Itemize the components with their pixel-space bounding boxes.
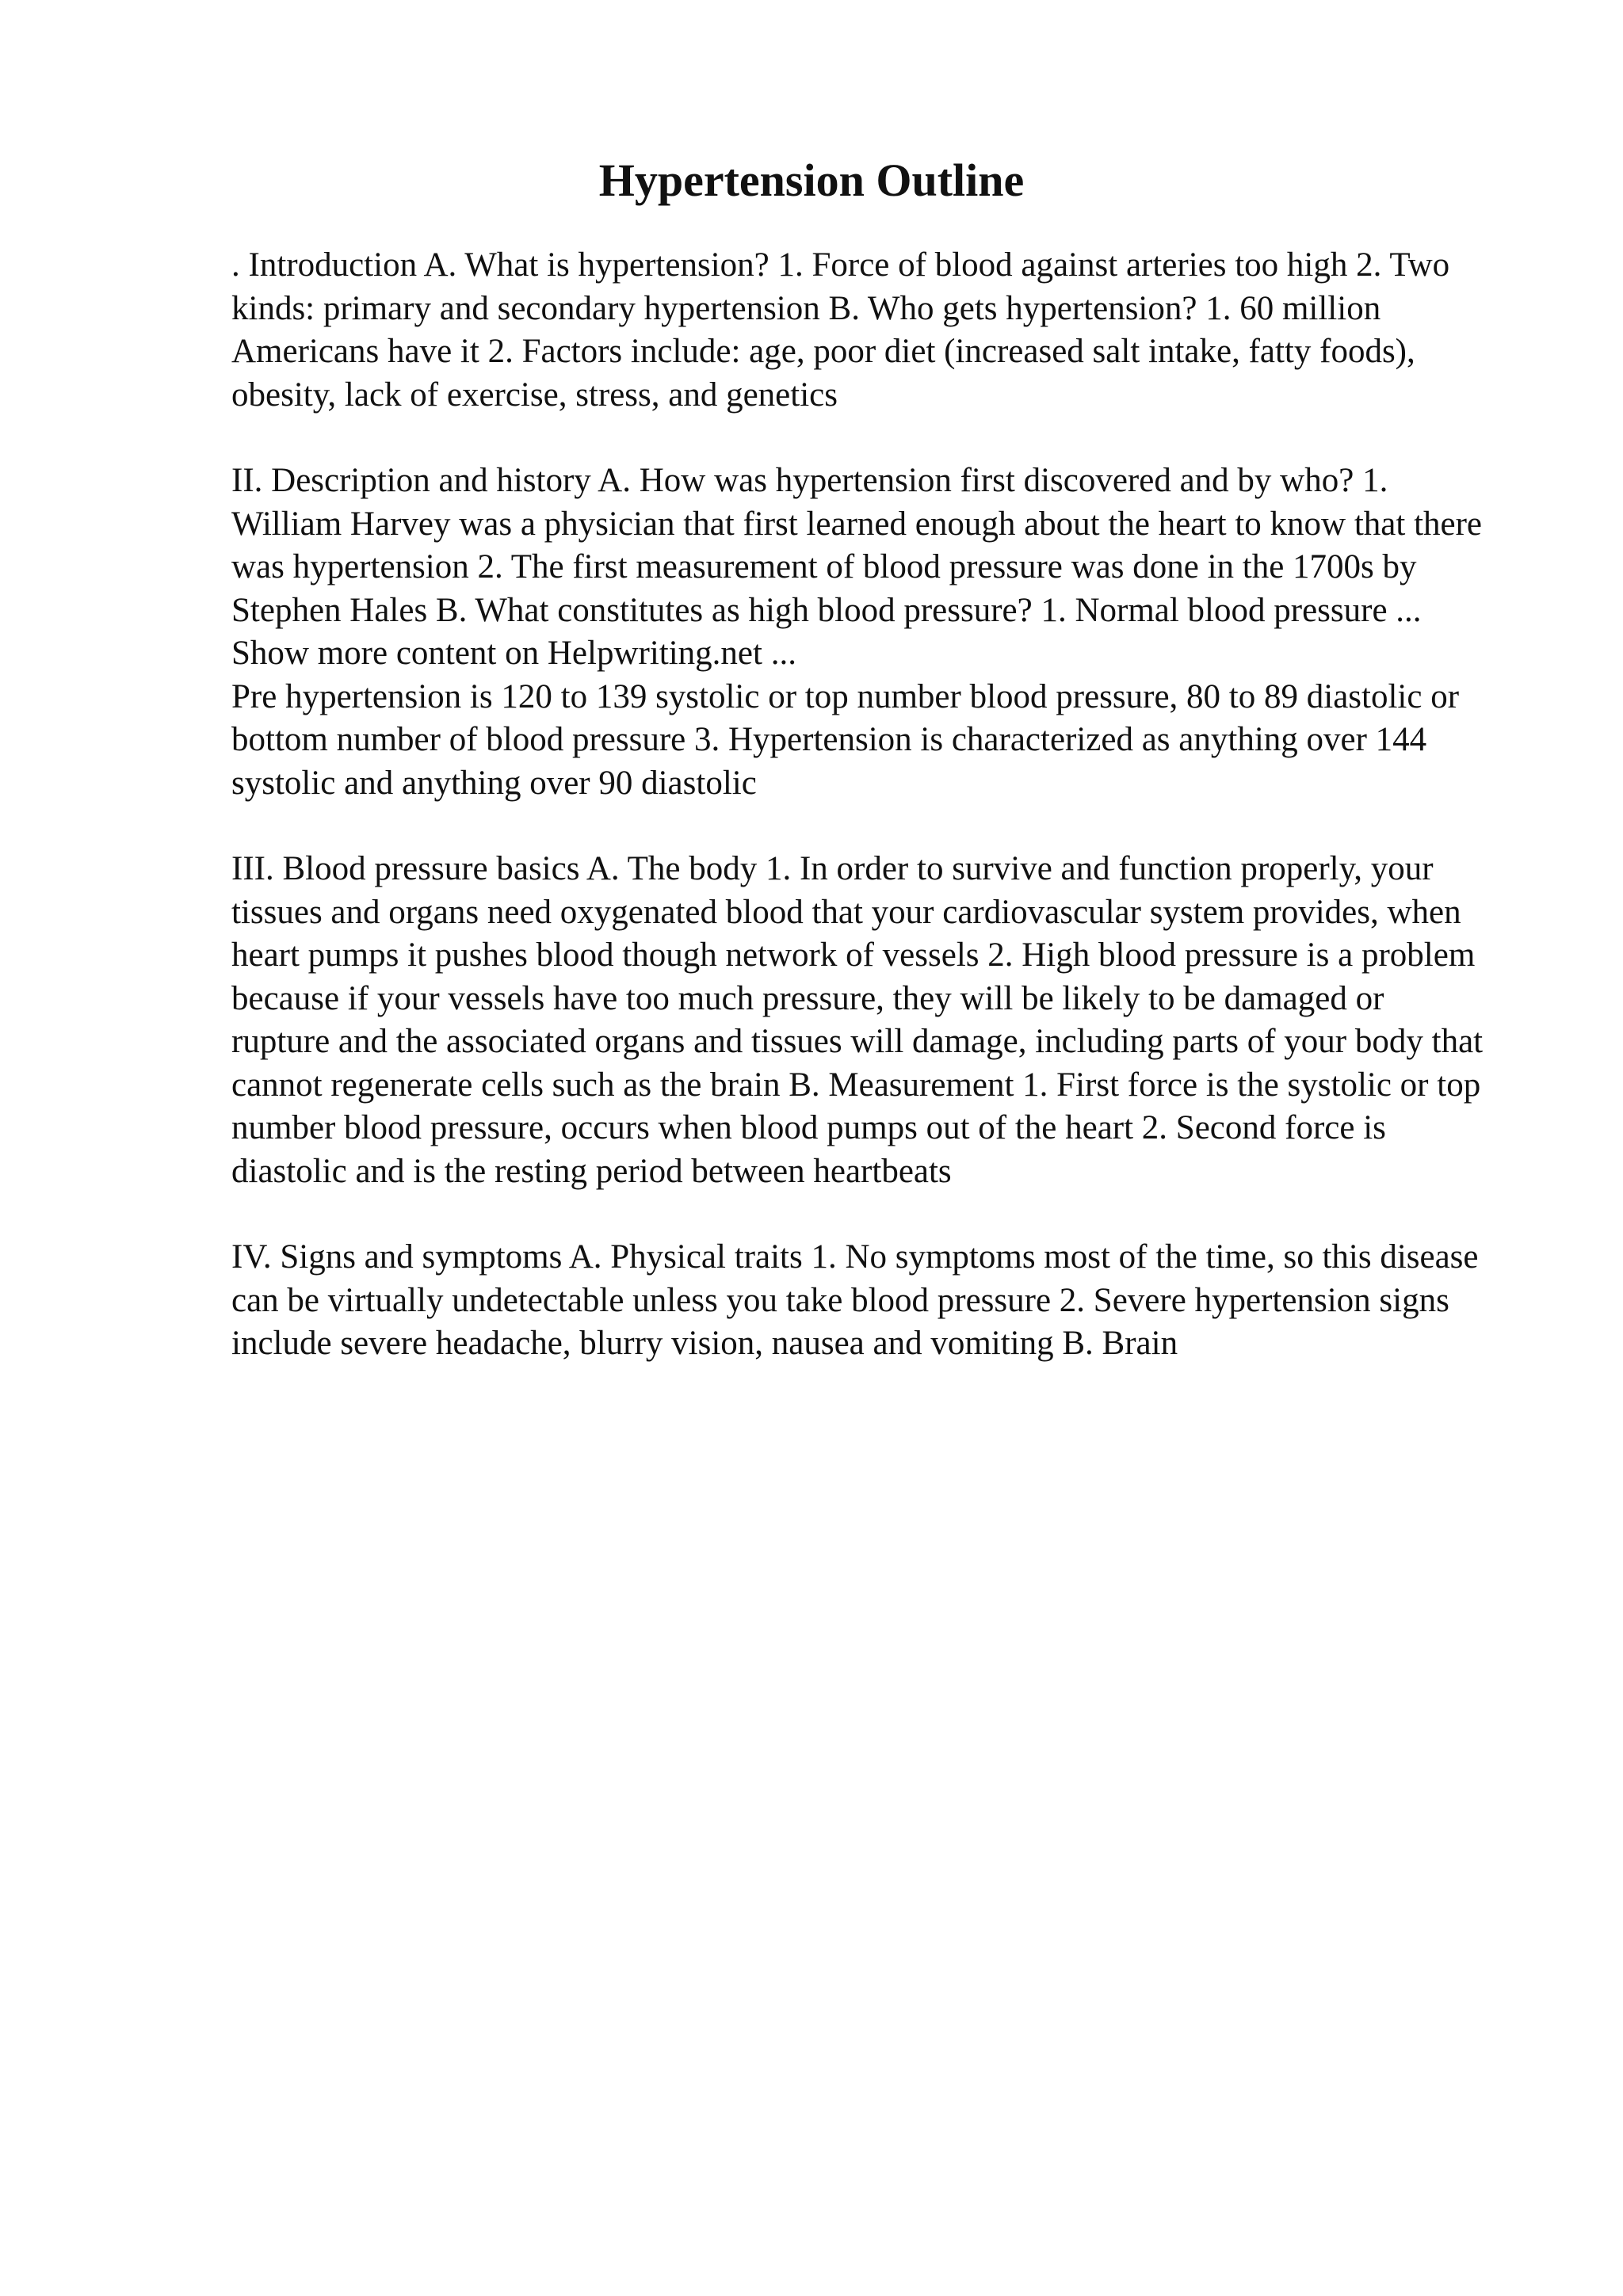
document-body [231,244,1484,1409]
paragraph-signs-symptoms: IV. Signs and symptoms A. Physical traits 1. No symptoms most of the time, so this disease can be virtually undetectable unless you take blood pressure 2. Severe hypertension signs include severe headache, blurry vision, nausea and vomiting B. Brain [231,1238,1479,1362]
paragraph-description-history: II. Description and history A. How was hypertension first discovered and by who? 1. William Harvey was a physician that first learned enough about the heart to know that there was hypertension 2. The first measurement of blood pressure was done in the 1700s by Stephen Hales B. What constitutes as high blood pressure? 1. Normal blood pressure ... Show more content on Helpwriting.net ... [231,462,1483,672]
paragraph-introduction: . Introduction A. What is hypertension? 1. Force of blood against arteries too high 2. Two kinds: primary and secondary hypertension B. Who gets hypertension? 1. 60 million Americans have it 2. Factors include: age, poor diet (increased salt intake, fatty foods), obesity, lack of exercise, stress, and genetics [231,246,1450,414]
paragraph-pre-hypertension: Pre hypertension is 120 to 139 systolic or top number blood pressure, 80 to 89 diastolic or bottom number of blood pressure 3. Hypertension is characterized as anything over 144 systolic and anything over 90 diastolic [231,677,1460,802]
document-title: Hypertension Outline [598,154,1025,206]
paragraph-blood-pressure-basics: III. Blood pressure basics A. The body 1. In order to survive and function properly, your tissues and organs need oxygenated blood that your cardiovascular system provides, when heart pumps it pushes blood though network of vessels 2. High blood pressure is a problem because if your vessels have too much pressure, they will be likely to be damaged or rupture and the associated organs and tissues will damage, including parts of your body that cannot regenerate cells such as the brain B. Measurement 1. First force is the systolic or top number blood pressure, occurs when blood pumps out of the heart 2. Second force is diastolic and is the resting period between heartbeats [231,850,1484,1190]
